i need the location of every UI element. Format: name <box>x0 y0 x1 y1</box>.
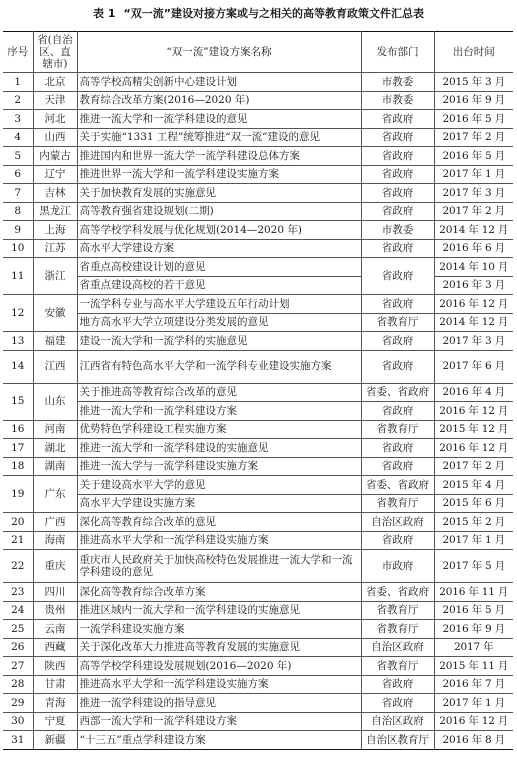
row-province: 四川 <box>33 583 77 602</box>
row-index: 24 <box>3 601 33 620</box>
row-index: 27 <box>3 657 33 676</box>
table-row <box>3 202 513 221</box>
table-row <box>3 712 513 731</box>
row-date: 2016 年 6 月 <box>434 239 513 258</box>
row-date: 2017 年 1 月 <box>434 531 513 550</box>
row-province: 山西 <box>33 128 77 147</box>
row-dept: 市教委 <box>361 221 434 240</box>
row-date: 2016 年 8 月 <box>434 731 513 750</box>
row-province: 青海 <box>33 694 77 713</box>
row-index: 6 <box>3 165 33 184</box>
row-province: 陕西 <box>33 657 77 676</box>
row-doc-name: 关于建设高水平大学的意见 <box>77 476 361 495</box>
row-date: 2017 年 3 月 <box>434 332 513 351</box>
row-dept: 省政府 <box>361 202 434 221</box>
row-province: 吉林 <box>33 184 77 203</box>
row-province: 黑龙江 <box>33 202 77 221</box>
table-row <box>3 383 513 402</box>
row-doc-name: 关于深化改革大力推进高等教育发展的实施意见 <box>77 638 361 657</box>
table-row <box>3 110 513 129</box>
table-row <box>3 638 513 657</box>
row-date: 2016 年 12 月 <box>434 402 513 421</box>
row-dept: 省政府 <box>361 184 434 203</box>
policy-table <box>3 31 513 750</box>
row-index: 31 <box>3 731 33 750</box>
row-province: 甘肃 <box>33 675 77 694</box>
row-dept: 自治区政府 <box>361 513 434 532</box>
row-province: 天津 <box>33 91 77 110</box>
row-index: 1 <box>3 73 33 92</box>
header-dept: 发布部门 <box>361 32 434 73</box>
row-doc-name: 重庆市人民政府关于加快高校特色发展推进一流大学和一流学科建设的意见 <box>77 550 361 583</box>
row-date: 2016 年 4 月 <box>434 383 513 402</box>
row-date: 2015 年 6 月 <box>434 494 513 513</box>
row-province: 江西 <box>33 350 77 383</box>
row-index: 18 <box>3 457 33 476</box>
row-date: 2017 年 3 月 <box>434 184 513 203</box>
table-row <box>3 128 513 147</box>
row-province: 宁夏 <box>33 712 77 731</box>
row-date: 2015 年 11 月 <box>434 657 513 676</box>
row-province: 上海 <box>33 221 77 240</box>
row-doc-name: 推进世界一流大学和一流学科建设实施方案 <box>77 165 361 184</box>
row-province: 河南 <box>33 420 77 439</box>
table-row <box>3 513 513 532</box>
row-doc-name: 教育综合改革方案(2016—2020 年) <box>77 91 361 110</box>
row-date: 2016 年 9 月 <box>434 620 513 639</box>
table-row <box>3 332 513 351</box>
row-doc-name: 省重点建设高校的若干意见 <box>77 276 361 295</box>
row-index: 23 <box>3 583 33 602</box>
row-doc-name: “十三五”重点学科建设方案 <box>77 731 361 750</box>
row-index: 16 <box>3 420 33 439</box>
table-row <box>3 457 513 476</box>
table-row <box>3 276 513 295</box>
row-doc-name: 高水平大学建设实施方案 <box>77 494 361 513</box>
row-province: 北京 <box>33 73 77 92</box>
row-dept: 省政府 <box>361 675 434 694</box>
row-date: 2015 年 3 月 <box>434 73 513 92</box>
table-row <box>3 165 513 184</box>
row-date: 2016 年 12 月 <box>434 439 513 458</box>
row-doc-name: 高等学校高精尖创新中心建设计划 <box>77 73 361 92</box>
row-dept: 省政府 <box>361 239 434 258</box>
row-doc-name: 推进一流大学和一流学科建设方案 <box>77 402 361 421</box>
row-doc-name: 关于实施“1331 工程”统筹推进“双一流”建设的意见 <box>77 128 361 147</box>
row-index: 3 <box>3 110 33 129</box>
row-dept: 市教委 <box>361 91 434 110</box>
row-index: 22 <box>3 550 33 583</box>
row-province: 辽宁 <box>33 165 77 184</box>
row-dept: 省委、省政府 <box>361 476 434 495</box>
row-dept: 省教育厅 <box>361 494 434 513</box>
row-index: 13 <box>3 332 33 351</box>
row-dept: 省政府 <box>361 147 434 166</box>
table-row <box>3 313 513 332</box>
row-dept: 省政府 <box>361 128 434 147</box>
header-name: “双一流”建设方案名称 <box>77 32 361 73</box>
row-dept: 省政府 <box>361 350 434 383</box>
row-doc-name: 推进一流学科建设的指导意见 <box>77 694 361 713</box>
row-doc-name: 关于加快教育发展的实施意见 <box>77 184 361 203</box>
row-province: 广东 <box>33 476 77 513</box>
row-index: 10 <box>3 239 33 258</box>
row-index: 29 <box>3 694 33 713</box>
row-date: 2016 年 12 月 <box>434 712 513 731</box>
row-province: 西藏 <box>33 638 77 657</box>
row-date: 2017 年 1 月 <box>434 165 513 184</box>
row-index: 9 <box>3 221 33 240</box>
row-dept: 市政府 <box>361 550 434 583</box>
row-dept: 自治区政府 <box>361 712 434 731</box>
row-doc-name: 高等教育强省建设规划(二期) <box>77 202 361 221</box>
table-row <box>3 675 513 694</box>
row-doc-name: 深化高等教育综合改革的意见 <box>77 513 361 532</box>
row-date: 2014 年 10 月 <box>434 258 513 277</box>
row-index: 4 <box>3 128 33 147</box>
row-dept: 自治区教育厅 <box>361 731 434 750</box>
row-date: 2014 年 12 月 <box>434 313 513 332</box>
row-index: 30 <box>3 712 33 731</box>
row-province: 湖北 <box>33 439 77 458</box>
row-province: 海南 <box>33 531 77 550</box>
row-index: 11 <box>3 258 33 295</box>
table-caption <box>0 5 517 21</box>
table-row <box>3 221 513 240</box>
row-date: 2017 年 2 月 <box>434 128 513 147</box>
row-doc-name: 推进国内和世界一流大学一流学科建设总体方案 <box>77 147 361 166</box>
table-row <box>3 531 513 550</box>
row-doc-name: 一流学科建设实施方案 <box>77 620 361 639</box>
row-date: 2016 年 5 月 <box>434 147 513 166</box>
row-province: 新疆 <box>33 731 77 750</box>
table-row <box>3 184 513 203</box>
row-dept: 省政府 <box>361 295 434 314</box>
table-row <box>3 73 513 92</box>
table-row <box>3 147 513 166</box>
row-date: 2017 年 6 月 <box>434 350 513 383</box>
row-doc-name: 高水平大学建设方案 <box>77 239 361 258</box>
row-date: 2017 年 2 月 <box>434 457 513 476</box>
row-index: 7 <box>3 184 33 203</box>
row-dept: 省教育厅 <box>361 657 434 676</box>
row-doc-name: 深化高等教育综合改革方案 <box>77 583 361 602</box>
row-doc-name: 关于推进高等教育综合改革的意见 <box>77 383 361 402</box>
row-index: 26 <box>3 638 33 657</box>
row-province: 云南 <box>33 620 77 639</box>
row-dept: 省政府 <box>361 694 434 713</box>
row-index: 21 <box>3 531 33 550</box>
table-row <box>3 550 513 583</box>
table-row <box>3 295 513 314</box>
row-doc-name: 推进一流大学和一流学科建设的意见 <box>77 110 361 129</box>
row-dept: 省委、省政府 <box>361 583 434 602</box>
row-date: 2016 年 3 月 <box>434 276 513 295</box>
row-dept: 自治区政府 <box>361 638 434 657</box>
table-row <box>3 350 513 383</box>
row-province: 福建 <box>33 332 77 351</box>
row-dept: 省政府 <box>361 332 434 351</box>
row-dept: 省教育厅 <box>361 601 434 620</box>
table-row <box>3 620 513 639</box>
row-doc-name: 推进高水平大学和一流学科建设实施方案 <box>77 531 361 550</box>
row-index: 5 <box>3 147 33 166</box>
row-date: 2017 年 2 月 <box>434 202 513 221</box>
row-doc-name: 优势特色学科建设工程实施方案 <box>77 420 361 439</box>
row-dept: 省教育厅 <box>361 420 434 439</box>
row-dept: 省政府 <box>361 457 434 476</box>
header-province: 省(自治区、直辖市) <box>33 32 77 73</box>
row-dept: 省政府 <box>361 439 434 458</box>
row-date: 2015 年 12 月 <box>434 420 513 439</box>
table-row <box>3 439 513 458</box>
row-dept: 省教育厅 <box>361 620 434 639</box>
row-date: 2016 年 5 月 <box>434 601 513 620</box>
row-dept: 省政府 <box>361 402 434 421</box>
row-date: 2014 年 12 月 <box>434 221 513 240</box>
row-index: 14 <box>3 350 33 383</box>
table-row <box>3 239 513 258</box>
row-province: 浙江 <box>33 258 77 295</box>
row-index: 19 <box>3 476 33 513</box>
table-title: “双一流”建设对接方案或与之相关的高等教育政策文件汇总表 <box>123 7 424 20</box>
row-doc-name: 省重点高校建设计划的意见 <box>77 258 361 277</box>
row-doc-name: 推进一流大学和一流学科建设的实施意见 <box>77 439 361 458</box>
row-province: 河北 <box>33 110 77 129</box>
row-province: 安徽 <box>33 295 77 332</box>
table-row <box>3 694 513 713</box>
row-dept: 省政府 <box>361 110 434 129</box>
header-index: 序号 <box>3 32 33 73</box>
row-dept: 省政府 <box>361 165 434 184</box>
row-dept: 省政府 <box>361 531 434 550</box>
row-date: 2015 年 2 月 <box>434 513 513 532</box>
row-province: 山东 <box>33 383 77 420</box>
row-index: 20 <box>3 513 33 532</box>
row-index: 15 <box>3 383 33 420</box>
row-province: 江苏 <box>33 239 77 258</box>
table-row <box>3 657 513 676</box>
row-doc-name: 江西省有特色高水平大学和一流学科专业建设实施方案 <box>77 350 361 383</box>
row-doc-name: 推进一流大学与一流学科建设实施方案 <box>77 457 361 476</box>
row-doc-name: 推进区域内一流大学和一流学科建设的实施意见 <box>77 601 361 620</box>
row-index: 12 <box>3 295 33 332</box>
row-index: 8 <box>3 202 33 221</box>
row-date: 2016 年 11 月 <box>434 583 513 602</box>
table-row <box>3 731 513 750</box>
table-row <box>3 494 513 513</box>
row-index: 17 <box>3 439 33 458</box>
row-doc-name: 建设一流大学和一流学科的实施意见 <box>77 332 361 351</box>
row-doc-name: 高等学校学科发展与优化规划(2014—2020 年) <box>77 221 361 240</box>
table-row <box>3 258 513 277</box>
table-row <box>3 601 513 620</box>
row-dept: 省政府 <box>361 258 434 295</box>
row-date: 2017 年 <box>434 638 513 657</box>
row-date: 2015 年 4 月 <box>434 476 513 495</box>
row-date: 2016 年 7 月 <box>434 675 513 694</box>
row-date: 2016 年 5 月 <box>434 110 513 129</box>
row-dept: 市教委 <box>361 73 434 92</box>
row-index: 25 <box>3 620 33 639</box>
row-doc-name: 高等学校学科建设发展规划(2016—2020 年) <box>77 657 361 676</box>
row-date: 2017 年 5 月 <box>434 550 513 583</box>
table-row <box>3 583 513 602</box>
row-province: 广西 <box>33 513 77 532</box>
row-province: 内蒙古 <box>33 147 77 166</box>
row-date: 2016 年 12 月 <box>434 295 513 314</box>
row-doc-name: 一流学科专业与高水平大学建设五年行动计划 <box>77 295 361 314</box>
row-doc-name: 西部一流大学和一流学科建设方案 <box>77 712 361 731</box>
row-province: 重庆 <box>33 550 77 583</box>
row-index: 2 <box>3 91 33 110</box>
row-date: 2017 年 1 月 <box>434 694 513 713</box>
row-dept: 省委、省政府 <box>361 383 434 402</box>
table-row <box>3 402 513 421</box>
row-index: 28 <box>3 675 33 694</box>
row-doc-name: 地方高水平大学立项建设分类发展的意见 <box>77 313 361 332</box>
table-header-row <box>3 32 513 73</box>
table-row <box>3 91 513 110</box>
table-row <box>3 420 513 439</box>
row-dept: 省教育厅 <box>361 313 434 332</box>
row-date: 2016 年 9 月 <box>434 91 513 110</box>
table-row <box>3 476 513 495</box>
row-doc-name: 推进高水平大学和一流学科建设实施方案 <box>77 675 361 694</box>
header-date: 出台时间 <box>434 32 513 73</box>
row-province: 湖南 <box>33 457 77 476</box>
row-province: 贵州 <box>33 601 77 620</box>
table-number: 表 1 <box>93 7 116 20</box>
